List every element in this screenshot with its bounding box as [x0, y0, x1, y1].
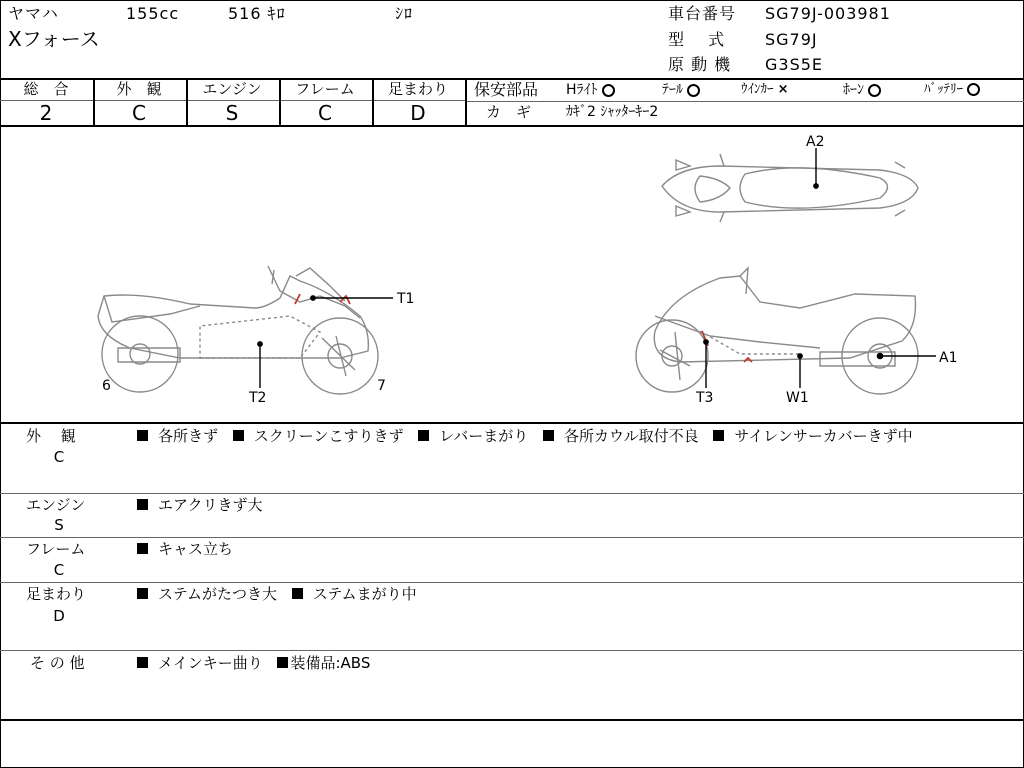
scooter-right-side-sketch [636, 268, 918, 394]
safety-winker [741, 83, 789, 96]
label-a1: A1 [939, 350, 958, 366]
detail-exterior-label: 外 観 [26, 427, 76, 445]
type-value: SG79J [765, 30, 818, 49]
key-label: カ ギ [486, 103, 532, 121]
grade-frame-value: C [318, 101, 332, 125]
scooter-left-side-sketch [98, 266, 378, 394]
bullet-icon [713, 430, 724, 441]
grade-exterior-value: C [132, 101, 146, 125]
detail-suspension-grade: D [53, 607, 65, 625]
grade-frame-label: フレーム [295, 80, 355, 98]
bullet-icon [277, 657, 288, 668]
engine-value: G3S5E [765, 55, 824, 74]
detail-suspension-notes [137, 587, 417, 602]
displacement: 155cc [126, 4, 180, 23]
details-line-2 [0, 537, 1024, 538]
note: 装備品:ABS [290, 654, 371, 672]
details-line-1 [0, 493, 1024, 494]
tail-label: ﾃｰﾙ [662, 82, 683, 98]
detail-frame-notes [137, 542, 233, 557]
detail-other-label: そ の 他 [30, 654, 85, 672]
frame-number-label: 車台番号 [668, 4, 737, 23]
bullet-icon [137, 543, 148, 554]
detail-exterior-notes [137, 429, 913, 444]
circle-mark-icon [868, 84, 881, 97]
bullet-icon [137, 657, 148, 668]
details-line-3 [0, 582, 1024, 583]
label-t2: T2 [249, 390, 267, 406]
note: ステムがたつき大 [158, 585, 277, 603]
safety-mid-line [466, 101, 1024, 102]
note: キャス立ち [158, 540, 234, 558]
detail-frame-label: フレーム [26, 540, 86, 558]
detail-engine-notes [137, 498, 263, 513]
bullet-icon [418, 430, 429, 441]
grade-overall-value: 2 [39, 101, 53, 125]
circle-mark-icon [687, 84, 700, 97]
note: サイレンサーカバーきず中 [734, 427, 913, 445]
details-bottom-line [0, 719, 1024, 721]
label-t1: T1 [397, 291, 415, 307]
note: スクリーンこすりきず [253, 427, 404, 445]
grade-suspension-value: D [410, 101, 426, 125]
bullet-icon [292, 588, 303, 599]
label-6: 6 [102, 378, 111, 394]
battery-label: ﾊﾞｯﾃﾘｰ [924, 82, 963, 97]
label-7: 7 [377, 378, 386, 394]
details-top-line [0, 422, 1024, 424]
circle-mark-icon [967, 83, 980, 96]
frame-number: SG79J-003981 [765, 4, 891, 23]
bullet-icon [137, 588, 148, 599]
note: レバーまがり [439, 427, 529, 445]
bullet-icon [233, 430, 244, 441]
model-name: Xフォース [8, 27, 100, 51]
safety-headlight [566, 83, 615, 97]
note: ステムまがり中 [312, 585, 417, 603]
detail-exterior-grade: C [53, 448, 65, 466]
grade-engine-value: S [225, 101, 239, 125]
key-value: ｶｷﾞ2 ｼｬｯﾀｰｷｰ2 [566, 104, 659, 120]
note: エアクリきず大 [158, 496, 263, 514]
horn-label: ﾎｰﾝ [843, 82, 864, 98]
winker-label: ｳｲﾝｶｰ [741, 82, 774, 97]
detail-engine-grade: S [54, 516, 64, 534]
safety-horn [843, 83, 881, 97]
detail-frame-grade: C [53, 561, 65, 579]
detail-other-notes [137, 656, 370, 671]
detail-engine-label: エンジン [26, 496, 86, 514]
diagram-labels [102, 134, 957, 406]
circle-mark-icon [602, 84, 615, 97]
headlight-label: Hﾗｲﾄ [566, 82, 598, 98]
type-label: 型 式 [668, 30, 726, 49]
bullet-icon [137, 499, 148, 510]
label-a2: A2 [806, 134, 825, 150]
note: メインキー曲り [158, 654, 263, 672]
detail-suspension-label: 足まわり [26, 585, 87, 603]
grade-overall-label: 総 合 [23, 80, 69, 98]
grade-exterior-label: 外 観 [116, 80, 162, 98]
grade-divider [465, 78, 467, 126]
bullet-icon [137, 430, 148, 441]
bullet-icon [543, 430, 554, 441]
engine-label: 原 動 機 [668, 55, 732, 74]
details-line-4 [0, 650, 1024, 651]
safety-title: 保安部品 [474, 80, 539, 99]
mileage: 516 ｷﾛ [228, 4, 286, 23]
grade-suspension-label: 足まわり [387, 80, 448, 98]
grade-engine-label: エンジン [202, 80, 262, 98]
scooter-top-view-sketch [662, 154, 918, 222]
safety-battery [924, 83, 980, 96]
cross-mark-icon: × [777, 82, 789, 97]
safety-tail [662, 83, 700, 97]
label-w1: W1 [786, 390, 809, 406]
maker: ヤマハ [8, 4, 59, 23]
damage-diagram [0, 126, 1024, 422]
color: ｼﾛ [395, 4, 414, 23]
label-t3: T3 [696, 390, 714, 406]
note: 各所きず [158, 427, 219, 445]
note: 各所カウル取付不良 [564, 427, 699, 445]
